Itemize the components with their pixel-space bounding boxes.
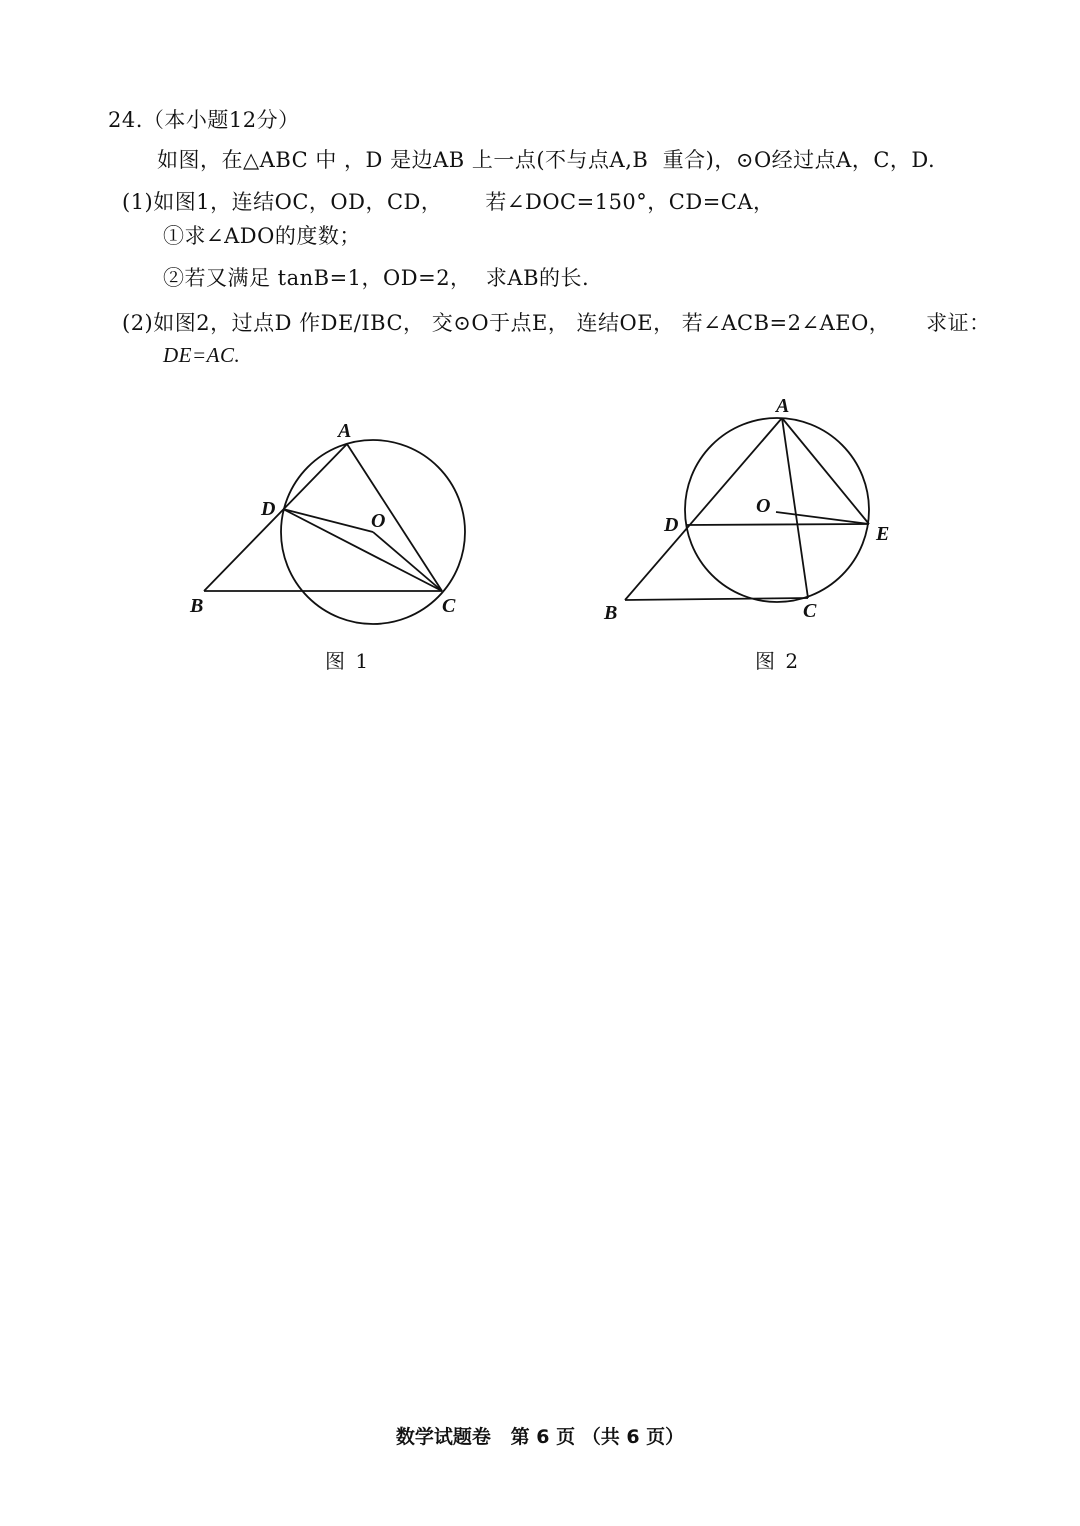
- fig1-segment-ac: [347, 444, 442, 591]
- question-heading: 24.（本小题12分）: [108, 108, 300, 132]
- fig1-label-d: D: [261, 498, 276, 520]
- fig1-label-a: A: [338, 420, 352, 442]
- fig2-label-b: B: [604, 602, 618, 624]
- figure-2: [600, 390, 910, 630]
- fig2-label-e: E: [876, 523, 890, 545]
- fig1-label-b: B: [190, 595, 204, 617]
- part2-conclusion: DE=AC.: [163, 343, 241, 367]
- fig2-label-d: D: [664, 514, 679, 536]
- fig2-label-c: C: [803, 600, 817, 622]
- part1-sub1: ①求∠ADO的度数；: [163, 224, 361, 248]
- part2-intro: (2)如图2，过点D 作DE/IBC， 交⊙O于点E， 连结OE， 若∠ACB=2∠AEO， 求证：: [122, 311, 991, 335]
- figure-1-caption: 图 1: [325, 649, 371, 673]
- fig1-label-c: C: [442, 595, 456, 617]
- fig2-circle: [685, 418, 869, 602]
- fig2-segment-oe: [776, 512, 869, 524]
- figure-2-diagram: [600, 390, 910, 630]
- fig1-label-o: O: [371, 510, 386, 532]
- figure-1-diagram: [180, 410, 480, 640]
- fig2-segment-de: [686, 524, 869, 525]
- fig1-segment-do: [283, 509, 373, 532]
- part1-intro: (1)如图1，连结OC，OD，CD， 若∠DOC=150°，CD=CA，: [122, 190, 775, 214]
- figure-1: [180, 410, 480, 640]
- fig2-label-o: O: [756, 495, 771, 517]
- question-stem: 如图，在△ABC 中 ，D 是边AB 上一点(不与点A,B 重合)，⊙O经过点A，C，D.: [157, 148, 936, 172]
- fig2-segment-bc: [625, 598, 808, 600]
- figure-2-caption: 图 2: [755, 649, 801, 673]
- fig2-label-a: A: [776, 395, 790, 417]
- part1-sub2: ②若又满足 tanB=1，OD=2， 求AB的长.: [163, 266, 590, 290]
- fig1-segment-dc: [283, 509, 442, 591]
- fig1-segment-ab: [204, 444, 347, 591]
- page-footer: 数学试题卷 第 6 页 （共 6 页）: [395, 1426, 685, 1448]
